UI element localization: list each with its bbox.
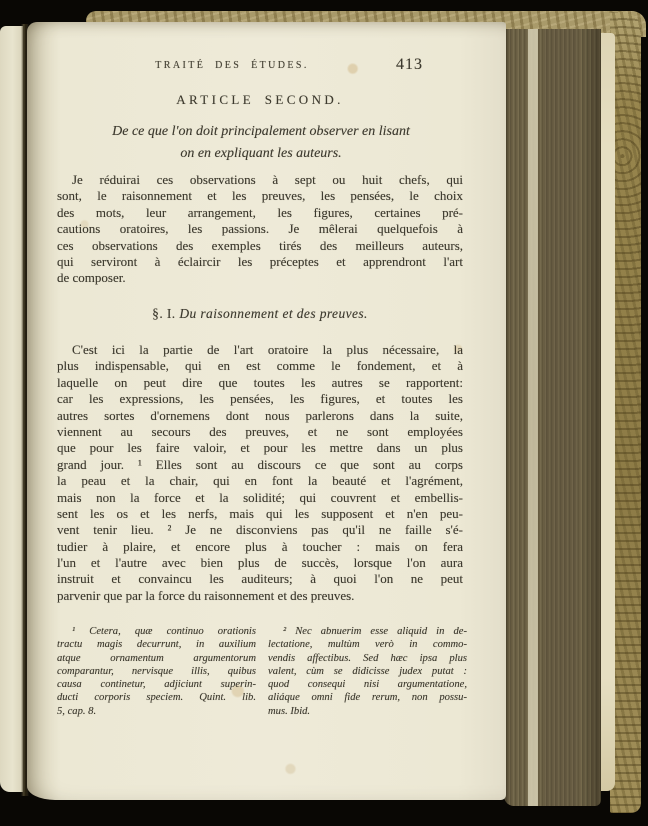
text-line: comparantur, nervisque illis, quibus [57, 665, 256, 677]
text-line: car les expressions, les pensées, les figures, et toutes les [57, 391, 463, 407]
text-line: mus. Ibid. [268, 705, 311, 717]
running-head: TRAITÉ DES ÉTUDES. [155, 60, 309, 71]
fore-edge-light-band [528, 29, 538, 806]
text-line: mais non la force et la solidité; qui couvrent et embellis- [57, 489, 463, 505]
paragraph-1 [57, 172, 463, 287]
page-header [57, 56, 463, 80]
page-number: 413 [396, 56, 423, 73]
book-page [27, 22, 506, 800]
section-heading [57, 306, 463, 322]
text-line: que pour les faire valoir, et pour les mettre dans un plus [57, 440, 463, 456]
text-line: quod consequi nisi argumentatione, [268, 679, 467, 691]
book-fore-edge-stack [504, 29, 601, 806]
text-line: la peau et la chair, qui en font la beauté et l'agrément, [57, 473, 463, 489]
text-line: vent tenir lieu. ² Je ne disconviens pas qu'il ne faille s'é- [57, 522, 463, 538]
section-number: §. I. [152, 306, 176, 321]
text-line: aliáque omni fide rerum, non possu- [268, 692, 467, 704]
text-line: De ce que l'on doit principalement observer en lisant [112, 124, 410, 139]
article-heading: ARTICLE SECOND. [176, 92, 344, 107]
footnotes [57, 625, 467, 718]
text-line: plus indispensable, qui en est comme le fondement, et à [57, 358, 463, 374]
text-line: tractu magis decurrunt, in auxilium [57, 639, 256, 651]
text-line: instruit et convaincu les auditeurs; à quoi l'on ne peut [57, 571, 463, 587]
footnote-left [57, 625, 256, 718]
text-line: sent les os et les nerfs, mais qui les supposent et n'en peu- [57, 505, 463, 521]
text-line: des mots, leur arrangement, les figures, certaines pré- [57, 204, 463, 220]
section-title: Du raisonnement et des preuves. [179, 306, 368, 321]
text-line: ¹ Cetera, quæ continuo orationis [72, 626, 256, 637]
text-line: grand jour. ¹ Elles sont au discours ce que sont au corps [57, 456, 463, 472]
text-line: viennent au secours des preuves, et ne sont employées [57, 423, 463, 439]
text-line: ² Nec abnuerim esse aliquid in de- [283, 626, 467, 637]
text-line: tudier à plaire, et encore plus à toucher : mais on fera [57, 538, 463, 554]
text-line: parvenir que par la force du raisonnement et des preuves. [57, 587, 355, 603]
fore-edge-dark-band [544, 29, 578, 806]
text-line: ces observations des exemples tirés des meilleurs auteurs, [57, 237, 463, 253]
text-line: ducti corporis speciem. Quint. lib. [57, 692, 256, 704]
text-line: lectatione, multùm verò in commo- [268, 639, 467, 651]
text-line: 5, cap. 8. [57, 705, 97, 717]
text-line: valent, cùm se didicisse judex putat : [268, 665, 467, 677]
text-line: vendis affectibus. Sed hæc ipsa plus [268, 652, 467, 664]
footnote-right [268, 625, 467, 718]
text-line: laquelle on peut dire que toutes les autres se rapportent: [57, 374, 463, 390]
text-line: qui serviront à éclaircir les préceptes et apprendront l'art [57, 253, 463, 269]
text-line: l'un et l'autre avec bien plus de succès, lorsque l'on aura [57, 555, 463, 571]
text-line: de composer. [57, 270, 126, 286]
text-line: C'est ici la partie de l'art oratoire la plus nécessaire, la [72, 342, 463, 357]
text-line: on en expliquant les auteurs. [180, 146, 342, 161]
facing-page-sliver [0, 26, 23, 792]
text-line: cautions oratoires, les passions. Je mêlerai quelquefois à [57, 221, 463, 237]
text-line: autres sortes d'ornemens dont nous parlerons dans la suite, [57, 407, 463, 423]
text-line: sont, le raisonnement et les preuves, les pensées, le choix [57, 188, 463, 204]
text-line: Je réduirai ces observations à sept ou huit chefs, qui [72, 172, 463, 187]
text-line: atque ornamentum argumentorum [57, 652, 256, 664]
text-line: causa continetur, adjiciunt superin- [57, 679, 256, 691]
article-subtitle [41, 121, 481, 165]
paragraph-2 [57, 342, 463, 604]
